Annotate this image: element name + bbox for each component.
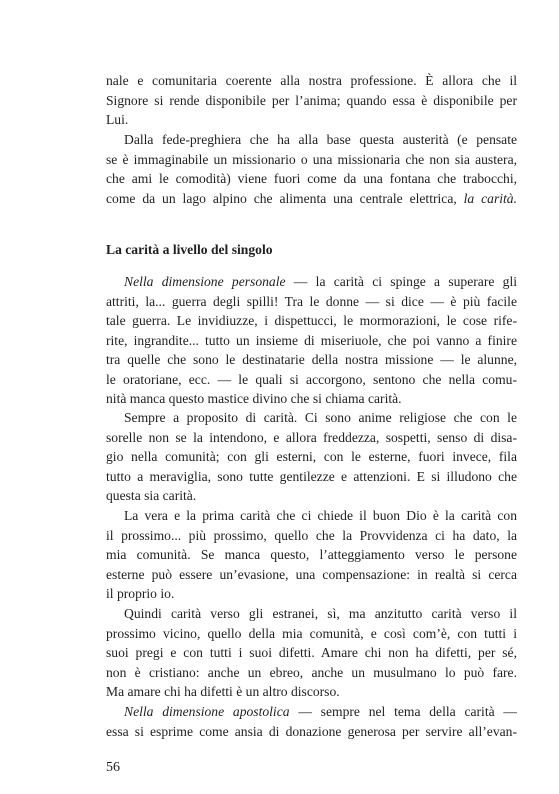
text-line: esterne può essere un’evasione, una compensazione: in realtà si cerca [106,566,517,582]
text-line: La vera e la prima carità che ci chiede il buon Dio è la carità con [124,508,517,523]
paragraph-vera [106,506,517,604]
text-line [106,189,517,209]
italic-phrase: la carità. [463,190,517,206]
section-heading: La carità a livello del singolo [106,242,273,257]
italic-phrase: Nella dimensione apostolica [124,704,290,719]
text-line: sorelle non se la intendono, e allora freddezza, sospetti, senso di disa- [106,429,517,445]
text-line: le oratoriane, ecc. — le quali si accorgono, sentono che nella comu- [106,371,517,387]
text-line: il proprio io. [106,586,175,601]
text-line: Quindi carità verso gli estranei, sì, ma anzitutto carità verso il [124,606,517,621]
text-line: gio nella comunità; con gli esterni, con le esterne, fuori invece, fila [106,449,517,464]
text-line: il prossimo... più prossimo, quello che la Provvidenza ci ha dato, la [106,527,517,543]
text-line: non è cristiano: anche un ebreo, anche un musulmano lo può fare. [106,664,517,680]
text-line: attriti, la... guerra degli spilli! Tra le donne — si dice — è più facile [106,293,517,309]
paragraph-continuation [106,71,517,130]
text-segment: — la carità ci spinge a superare gli [285,274,518,289]
text-line: tra quelle che sono le destinatarie della nostra missione — le alunne, [106,352,517,367]
text-segment: — sempre nel tema della carità — [289,704,517,719]
text-line: essa si esprime come ansia di donazione generosa per servire all’evan- [106,723,517,739]
text-line: prossimo vicino, quello della mia comunità, e così com’è, con tutti i [106,625,517,641]
text-line: tale guerra. Le invidiuzze, i dispettucci, le mormorazioni, le cose rife- [106,313,517,328]
italic-phrase: Nella dimensione personale [124,274,286,289]
paragraph-fede [106,130,517,208]
text-line: Dalla fede-preghiera che ha alla base questa austerità (e pensate [124,132,517,147]
text-line: rite, ingrandite... tutto un insieme di miseriuole, che poi vanno a finire [106,332,517,348]
text-line: Lui. [106,112,129,127]
paragraph-proposito [106,408,517,506]
text-line: tutto a meraviglia, sono tutte gentilezze e attenzioni. E si illudono che [106,468,517,484]
text-line: mia comunità. Se manca questo, l’atteggiamento verso le persone [106,547,517,562]
page-number: 56 [106,760,120,775]
text-line: Sempre a proposito di carità. Ci sono anime religiose che con le [124,410,517,425]
text-line: nale e comunitaria coerente alla nostra professione. È allora che il [106,73,517,88]
text-line: questa sia carità. [106,488,197,503]
text-segment: come da un lago alpino che alimenta una centrale elettrica, [106,190,457,206]
text-line: che ami le comodità) viene fuori come da una fontana che trabocchi, [106,171,517,186]
text-line: suoi pregi e con tutti i suoi difetti. Amare chi non ha difetti, per sé, [106,645,517,660]
text-line [106,702,517,722]
paragraph-quindi [106,604,517,702]
paragraph-personale [106,272,517,409]
text-line: nità manca questo mastice divino che si chiama carità. [106,391,402,406]
text-line [106,272,517,292]
text-line: Signore si rende disponibile per l’anima; quando essa è disponibile per [106,92,517,108]
text-line: se è immaginabile un missionario o una missionaria che non sia austera, [106,151,517,167]
text-line: Ma amare chi ha difetti è un altro discorso. [106,684,340,699]
paragraph-apostolica [106,702,517,741]
